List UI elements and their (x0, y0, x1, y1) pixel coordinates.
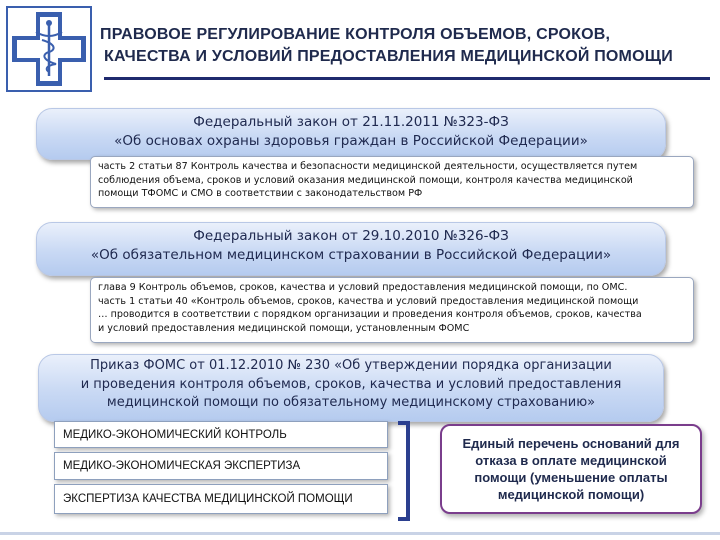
page-title (100, 24, 712, 68)
control-type-mek: МЕДИКО-ЭКОНОМИЧЕСКИЙ КОНТРОЛЬ (54, 421, 388, 448)
bottom-divider (0, 532, 720, 535)
law-323-title: Федеральный закон от 21.11.2011 №323-ФЗ (193, 114, 509, 130)
order-230-line: и проведения контроля объемов, сроков, качества и условий предоставления (80, 376, 622, 392)
title-underline (104, 77, 710, 80)
law-323-name: «Об основах охраны здоровья граждан в Российской Федерации» (114, 133, 588, 149)
control-type-ekmp: ЭКСПЕРТИЗА КАЧЕСТВА МЕДИЦИНСКОЙ ПОМОЩИ (54, 484, 388, 514)
law-326-title: Федеральный закон от 29.10.2010 №326-ФЗ (193, 228, 509, 244)
law-323-note-line: помощи ТФОМС и СМО в соответствии с законодательством РФ (98, 188, 423, 199)
law-326-note-line: часть 1 статьи 40 «Контроль объемов, сроков, качества и условий предоставления медицинской помощи (98, 295, 639, 307)
order-230-line: Приказ ФОМС от 01.12.2010 № 230 «Об утверждении порядка организации (90, 358, 612, 373)
title-line-1: ПРАВОВОЕ РЕГУЛИРОВАНИЕ КОНТРОЛЯ ОБЪЕМОВ, СРОКОВ, (100, 26, 611, 43)
law-326-note (90, 277, 694, 343)
law-326-name: «Об обязательном медицинском страховании в Российской Федерации» (90, 247, 612, 263)
control-type-mee: МЕДИКО-ЭКОНОМИЧЕСКАЯ ЭКСПЕРТИЗА (54, 452, 388, 480)
result-line: медицинской помощи) (497, 487, 645, 502)
law-326-note-line: глава 9 Контроль объемов, сроков, качества и условий предоставления медицинской помощи, по ОМС. (98, 282, 628, 293)
result-line: помощи (уменьшение оплаты (474, 470, 668, 485)
result-line: Единый перечень оснований для (462, 436, 680, 451)
law-326-fz-box (36, 222, 666, 276)
law-323-note-line: соблюдения объема, сроков и условий оказания медицинской помощи, контроля качества медицинской (98, 174, 633, 186)
curly-bracket-icon (396, 421, 420, 521)
result-line: отказа в оплате медицинской (475, 453, 667, 468)
law-326-note-line: и условий предоставления медицинской помощи, установленным ФОМС (98, 322, 470, 334)
law-323-fz-box (36, 108, 666, 160)
order-230-box (38, 354, 664, 422)
law-323-note-line: часть 2 статьи 87 Контроль качества и безопасности медицинской деятельности, осуществляется путем (98, 161, 638, 172)
law-326-note-line: … проводится в соответствии с порядком организации и проведения контроля объемов, сроков, качества (98, 309, 642, 320)
medical-cross-caduceus-icon (6, 6, 92, 92)
title-line-2: КАЧЕСТВА И УСЛОВИЙ ПРЕДОСТАВЛЕНИЯ МЕДИЦИНСКОЙ ПОМОЩИ (104, 48, 673, 65)
law-323-note (90, 156, 694, 208)
order-230-line: медицинской помощи по обязательному медицинскому страхованию» (106, 395, 596, 410)
payment-refusal-basis-box (440, 424, 702, 514)
